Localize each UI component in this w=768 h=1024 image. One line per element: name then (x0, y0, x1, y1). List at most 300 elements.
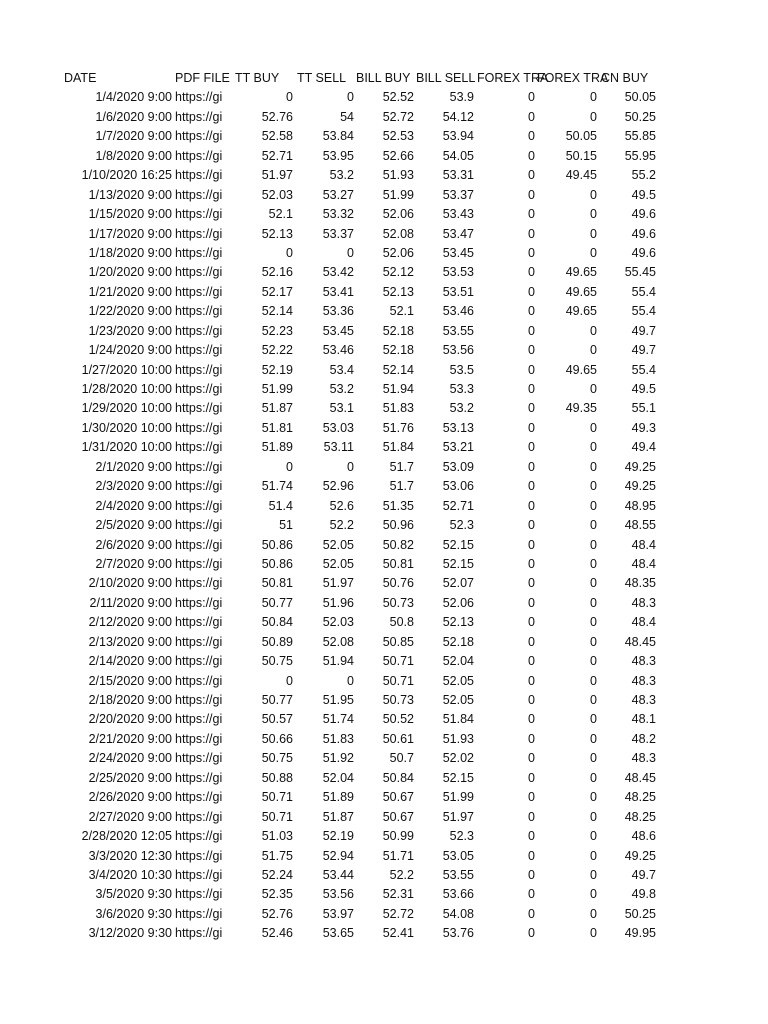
pdf-file-cell[interactable]: https://gi (175, 867, 223, 882)
cn-buy-cell[interactable]: 49.7 (631, 323, 656, 338)
date-cell[interactable]: 2/4/2020 9:00 (95, 498, 172, 513)
tt-buy-cell[interactable]: 52.22 (261, 343, 293, 358)
bill-buy-cell[interactable]: 52.2 (389, 867, 414, 882)
date-cell[interactable]: 1/20/2020 9:00 (88, 265, 172, 280)
tt-sell-cell[interactable]: 53.97 (322, 906, 354, 921)
bill-buy-cell[interactable]: 52.41 (382, 926, 414, 941)
bill-sell-cell[interactable]: 52.07 (442, 576, 474, 591)
date-cell[interactable]: 1/29/2020 10:00 (81, 401, 172, 416)
bill-buy-cell[interactable]: 50.73 (382, 693, 414, 707)
cn-buy-cell[interactable]: 49.5 (631, 187, 656, 202)
forex-tra-1-cell[interactable]: 0 (528, 479, 535, 494)
date-cell[interactable]: 2/24/2020 9:00 (88, 751, 172, 766)
cn-buy-cell[interactable]: 49.3 (631, 420, 656, 435)
header-bill-sell[interactable]: BILL SELL (416, 71, 476, 85)
tt-sell-cell[interactable]: 53.03 (322, 420, 354, 435)
forex-tra-2-cell[interactable]: 49.65 (565, 284, 597, 299)
bill-buy-cell[interactable]: 52.08 (382, 226, 414, 241)
bill-sell-cell[interactable]: 52.3 (449, 829, 474, 844)
date-cell[interactable]: 1/21/2020 9:00 (88, 284, 172, 299)
forex-tra-2-cell[interactable]: 0 (590, 109, 597, 124)
tt-sell-cell[interactable]: 52.19 (322, 829, 354, 844)
forex-tra-2-cell[interactable]: 0 (590, 926, 597, 941)
cn-buy-cell[interactable]: 49.6 (631, 207, 656, 222)
tt-sell-cell[interactable]: 51.89 (322, 790, 354, 805)
cn-buy-cell[interactable]: 48.55 (624, 518, 656, 533)
date-cell[interactable]: 1/15/2020 9:00 (88, 207, 172, 222)
pdf-file-cell[interactable]: https://gi (175, 459, 223, 474)
tt-buy-cell[interactable]: 52.14 (261, 304, 293, 319)
forex-tra-1-cell[interactable]: 0 (528, 187, 535, 202)
forex-tra-2-cell[interactable]: 50.05 (565, 129, 597, 144)
bill-sell-cell[interactable]: 53.46 (442, 304, 474, 319)
bill-sell-cell[interactable]: 54.05 (442, 148, 474, 163)
forex-tra-1-cell[interactable]: 0 (528, 634, 535, 649)
pdf-file-cell[interactable]: https://gi (175, 809, 223, 824)
pdf-file-cell[interactable]: https://gi (175, 790, 223, 805)
forex-tra-2-cell[interactable]: 0 (590, 187, 597, 202)
cn-buy-cell[interactable]: 48.45 (624, 634, 656, 649)
pdf-file-cell[interactable]: https://gi (175, 634, 223, 649)
cn-buy-cell[interactable]: 49.25 (624, 459, 656, 474)
forex-tra-2-cell[interactable]: 0 (590, 829, 597, 844)
cn-buy-cell[interactable]: 49.25 (624, 848, 656, 863)
tt-sell-cell[interactable]: 52.2 (329, 518, 354, 533)
forex-tra-2-cell[interactable]: 0 (590, 343, 597, 358)
cn-buy-cell[interactable]: 48.2 (631, 731, 656, 746)
tt-buy-cell[interactable]: 50.86 (261, 556, 293, 571)
header-tt-buy[interactable]: TT BUY (235, 71, 280, 85)
pdf-file-cell[interactable]: https://gi (175, 148, 223, 163)
tt-sell-cell[interactable]: 52.03 (322, 615, 354, 630)
tt-sell-cell[interactable]: 51.83 (322, 731, 354, 746)
bill-buy-cell[interactable]: 52.14 (382, 362, 414, 377)
forex-tra-1-cell[interactable]: 0 (528, 440, 535, 455)
pdf-file-cell[interactable]: https://gi (175, 829, 223, 844)
forex-tra-2-cell[interactable]: 0 (590, 770, 597, 785)
cn-buy-cell[interactable]: 48.4 (631, 615, 656, 630)
tt-sell-cell[interactable]: 51.96 (322, 595, 354, 610)
pdf-file-cell[interactable]: https://gi (175, 731, 223, 746)
bill-sell-cell[interactable]: 52.05 (442, 693, 474, 707)
date-cell[interactable]: 1/23/2020 9:00 (88, 323, 172, 338)
bill-buy-cell[interactable]: 51.7 (389, 459, 414, 474)
bill-sell-cell[interactable]: 51.97 (442, 809, 474, 824)
bill-sell-cell[interactable]: 53.51 (442, 284, 474, 299)
tt-buy-cell[interactable]: 52.58 (261, 129, 293, 144)
pdf-file-cell[interactable]: https://gi (175, 245, 223, 260)
forex-tra-1-cell[interactable]: 0 (528, 148, 535, 163)
cn-buy-cell[interactable]: 48.1 (631, 712, 656, 727)
forex-tra-1-cell[interactable]: 0 (528, 537, 535, 552)
tt-sell-cell[interactable]: 53.84 (322, 129, 354, 144)
tt-buy-cell[interactable]: 51.87 (261, 401, 293, 416)
forex-tra-2-cell[interactable]: 0 (590, 498, 597, 513)
tt-sell-cell[interactable]: 53.2 (329, 168, 354, 183)
cn-buy-cell[interactable]: 49.95 (624, 926, 656, 941)
tt-sell-cell[interactable]: 51.87 (322, 809, 354, 824)
bill-sell-cell[interactable]: 53.94 (442, 129, 474, 144)
cn-buy-cell[interactable]: 48.3 (631, 595, 656, 610)
forex-tra-1-cell[interactable]: 0 (528, 556, 535, 571)
date-cell[interactable]: 1/27/2020 10:00 (81, 362, 172, 377)
forex-tra-1-cell[interactable]: 0 (528, 751, 535, 766)
bill-sell-cell[interactable]: 53.06 (442, 479, 474, 494)
cn-buy-cell[interactable]: 49.7 (631, 867, 656, 882)
bill-buy-cell[interactable]: 50.82 (382, 537, 414, 552)
bill-buy-cell[interactable]: 52.18 (382, 343, 414, 358)
cn-buy-cell[interactable]: 55.1 (631, 401, 656, 416)
bill-buy-cell[interactable]: 52.66 (382, 148, 414, 163)
tt-buy-cell[interactable]: 0 (286, 245, 293, 260)
bill-buy-cell[interactable]: 52.72 (382, 906, 414, 921)
tt-sell-cell[interactable]: 53.27 (322, 187, 354, 202)
tt-sell-cell[interactable]: 53.56 (322, 887, 354, 902)
tt-buy-cell[interactable]: 51.4 (268, 498, 293, 513)
bill-buy-cell[interactable]: 50.67 (382, 790, 414, 805)
date-cell[interactable]: 1/4/2020 9:00 (95, 90, 172, 105)
cn-buy-cell[interactable]: 55.2 (631, 168, 656, 183)
forex-tra-1-cell[interactable]: 0 (528, 809, 535, 824)
bill-sell-cell[interactable]: 53.05 (442, 848, 474, 863)
cn-buy-cell[interactable]: 49.8 (631, 887, 656, 902)
bill-buy-cell[interactable]: 51.35 (382, 498, 414, 513)
date-cell[interactable]: 1/10/2020 16:25 (81, 168, 172, 183)
pdf-file-cell[interactable]: https://gi (175, 615, 223, 630)
cn-buy-cell[interactable]: 48.3 (631, 751, 656, 766)
bill-buy-cell[interactable]: 51.99 (382, 187, 414, 202)
pdf-file-cell[interactable]: https://gi (175, 168, 223, 183)
tt-buy-cell[interactable]: 50.81 (261, 576, 293, 591)
pdf-file-cell[interactable]: https://gi (175, 323, 223, 338)
tt-buy-cell[interactable]: 51.81 (261, 420, 293, 435)
bill-sell-cell[interactable]: 54.08 (442, 906, 474, 921)
tt-buy-cell[interactable]: 51.74 (261, 479, 293, 494)
tt-sell-cell[interactable]: 53.41 (322, 284, 354, 299)
bill-sell-cell[interactable]: 52.05 (442, 673, 474, 688)
bill-sell-cell[interactable]: 53.21 (442, 440, 474, 455)
forex-tra-2-cell[interactable]: 0 (590, 518, 597, 533)
tt-sell-cell[interactable]: 53.65 (322, 926, 354, 941)
tt-buy-cell[interactable]: 50.86 (261, 537, 293, 552)
date-cell[interactable]: 3/4/2020 10:30 (88, 867, 172, 882)
bill-sell-cell[interactable]: 52.15 (442, 770, 474, 785)
date-cell[interactable]: 2/7/2020 9:00 (95, 556, 172, 571)
tt-buy-cell[interactable]: 0 (286, 459, 293, 474)
forex-tra-1-cell[interactable]: 0 (528, 770, 535, 785)
bill-buy-cell[interactable]: 50.96 (382, 518, 414, 533)
bill-sell-cell[interactable]: 52.06 (442, 595, 474, 610)
tt-sell-cell[interactable]: 53.4 (329, 362, 354, 377)
tt-sell-cell[interactable]: 51.94 (322, 654, 354, 669)
date-cell[interactable]: 2/15/2020 9:00 (88, 673, 172, 688)
forex-tra-1-cell[interactable]: 0 (528, 459, 535, 474)
date-cell[interactable]: 2/26/2020 9:00 (88, 790, 172, 805)
tt-sell-cell[interactable]: 53.2 (329, 382, 354, 396)
forex-tra-1-cell[interactable]: 0 (528, 576, 535, 591)
bill-buy-cell[interactable]: 50.84 (382, 770, 414, 785)
bill-sell-cell[interactable]: 51.99 (442, 790, 474, 805)
bill-sell-cell[interactable]: 54.12 (442, 109, 474, 124)
tt-sell-cell[interactable]: 53.36 (322, 304, 354, 319)
forex-tra-1-cell[interactable]: 0 (528, 518, 535, 533)
forex-tra-1-cell[interactable]: 0 (528, 829, 535, 844)
date-cell[interactable]: 3/5/2020 9:30 (95, 887, 172, 902)
pdf-file-cell[interactable]: https://gi (175, 693, 223, 707)
tt-sell-cell[interactable]: 51.74 (322, 712, 354, 727)
forex-tra-2-cell[interactable]: 0 (590, 790, 597, 805)
forex-tra-1-cell[interactable]: 0 (528, 654, 535, 669)
pdf-file-cell[interactable]: https://gi (175, 187, 223, 202)
bill-buy-cell[interactable]: 51.94 (382, 382, 414, 396)
forex-tra-1-cell[interactable]: 0 (528, 712, 535, 727)
tt-sell-cell[interactable]: 52.6 (329, 498, 354, 513)
bill-sell-cell[interactable]: 53.5 (449, 362, 474, 377)
forex-tra-2-cell[interactable]: 0 (590, 479, 597, 494)
header-tt-sell[interactable]: TT SELL (297, 71, 347, 85)
forex-tra-1-cell[interactable]: 0 (528, 382, 535, 396)
forex-tra-1-cell[interactable]: 0 (528, 362, 535, 377)
pdf-file-cell[interactable]: https://gi (175, 770, 223, 785)
bill-buy-cell[interactable]: 51.71 (382, 848, 414, 863)
bill-buy-cell[interactable]: 52.31 (382, 887, 414, 902)
cn-buy-cell[interactable]: 48.4 (631, 537, 656, 552)
forex-tra-2-cell[interactable]: 0 (590, 90, 597, 105)
tt-buy-cell[interactable]: 0 (286, 673, 293, 688)
forex-tra-2-cell[interactable]: 0 (590, 595, 597, 610)
tt-buy-cell[interactable]: 52.13 (261, 226, 293, 241)
date-cell[interactable]: 3/6/2020 9:30 (95, 906, 172, 921)
pdf-file-cell[interactable]: https://gi (175, 926, 223, 941)
forex-tra-2-cell[interactable]: 0 (590, 382, 597, 396)
forex-tra-1-cell[interactable]: 0 (528, 673, 535, 688)
tt-buy-cell[interactable]: 50.88 (261, 770, 293, 785)
date-cell[interactable]: 3/3/2020 12:30 (88, 848, 172, 863)
pdf-file-cell[interactable]: https://gi (175, 207, 223, 222)
date-cell[interactable]: 2/6/2020 9:00 (95, 537, 172, 552)
bill-buy-cell[interactable]: 52.1 (389, 304, 414, 319)
date-cell[interactable]: 2/20/2020 9:00 (88, 712, 172, 727)
tt-buy-cell[interactable]: 52.46 (261, 926, 293, 941)
bill-buy-cell[interactable]: 50.99 (382, 829, 414, 844)
pdf-file-cell[interactable]: https://gi (175, 556, 223, 571)
bill-sell-cell[interactable]: 52.3 (449, 518, 474, 533)
bill-buy-cell[interactable]: 50.52 (382, 712, 414, 727)
tt-buy-cell[interactable]: 50.84 (261, 615, 293, 630)
tt-buy-cell[interactable]: 50.57 (261, 712, 293, 727)
tt-buy-cell[interactable]: 51.99 (261, 382, 293, 396)
pdf-file-cell[interactable]: https://gi (175, 887, 223, 902)
tt-sell-cell[interactable]: 52.04 (322, 770, 354, 785)
bill-buy-cell[interactable]: 50.85 (382, 634, 414, 649)
tt-buy-cell[interactable]: 50.77 (261, 595, 293, 610)
tt-buy-cell[interactable]: 50.71 (261, 790, 293, 805)
tt-sell-cell[interactable]: 54 (340, 109, 354, 124)
header-forex-tra-1[interactable]: FOREX TRA (477, 71, 549, 85)
bill-sell-cell[interactable]: 53.3 (449, 382, 474, 396)
date-cell[interactable]: 1/30/2020 10:00 (81, 420, 172, 435)
forex-tra-2-cell[interactable]: 0 (590, 906, 597, 921)
bill-buy-cell[interactable]: 50.61 (382, 731, 414, 746)
date-cell[interactable]: 2/25/2020 9:00 (88, 770, 172, 785)
date-cell[interactable]: 2/5/2020 9:00 (95, 518, 172, 533)
pdf-file-cell[interactable]: https://gi (175, 343, 223, 358)
pdf-file-cell[interactable]: https://gi (175, 440, 223, 455)
cn-buy-cell[interactable]: 50.05 (624, 90, 656, 105)
cn-buy-cell[interactable]: 55.4 (631, 362, 656, 377)
forex-tra-1-cell[interactable]: 0 (528, 906, 535, 921)
bill-buy-cell[interactable]: 50.7 (389, 751, 414, 766)
date-cell[interactable]: 1/6/2020 9:00 (95, 109, 172, 124)
pdf-file-cell[interactable]: https://gi (175, 382, 223, 396)
date-cell[interactable]: 1/8/2020 9:00 (95, 148, 172, 163)
tt-sell-cell[interactable]: 52.05 (322, 556, 354, 571)
pdf-file-cell[interactable]: https://gi (175, 673, 223, 688)
pdf-file-cell[interactable]: https://gi (175, 906, 223, 921)
pdf-file-cell[interactable]: https://gi (175, 420, 223, 435)
forex-tra-2-cell[interactable]: 0 (590, 226, 597, 241)
forex-tra-2-cell[interactable]: 0 (590, 556, 597, 571)
forex-tra-1-cell[interactable]: 0 (528, 401, 535, 416)
date-cell[interactable]: 1/17/2020 9:00 (88, 226, 172, 241)
pdf-file-cell[interactable]: https://gi (175, 537, 223, 552)
date-cell[interactable]: 1/18/2020 9:00 (88, 245, 172, 260)
forex-tra-1-cell[interactable]: 0 (528, 731, 535, 746)
cn-buy-cell[interactable]: 49.25 (624, 479, 656, 494)
pdf-file-cell[interactable]: https://gi (175, 109, 223, 124)
bill-buy-cell[interactable]: 51.84 (382, 440, 414, 455)
forex-tra-1-cell[interactable]: 0 (528, 90, 535, 105)
forex-tra-2-cell[interactable]: 0 (590, 634, 597, 649)
tt-buy-cell[interactable]: 50.71 (261, 809, 293, 824)
cn-buy-cell[interactable]: 49.7 (631, 343, 656, 358)
bill-sell-cell[interactable]: 52.15 (442, 537, 474, 552)
forex-tra-2-cell[interactable]: 0 (590, 712, 597, 727)
bill-buy-cell[interactable]: 52.72 (382, 109, 414, 124)
cn-buy-cell[interactable]: 48.4 (631, 556, 656, 571)
forex-tra-2-cell[interactable]: 0 (590, 576, 597, 591)
tt-sell-cell[interactable]: 53.42 (322, 265, 354, 280)
cn-buy-cell[interactable]: 55.4 (631, 284, 656, 299)
bill-sell-cell[interactable]: 53.55 (442, 323, 474, 338)
tt-buy-cell[interactable]: 52.1 (268, 207, 293, 222)
tt-sell-cell[interactable]: 52.05 (322, 537, 354, 552)
cn-buy-cell[interactable]: 49.6 (631, 226, 656, 241)
pdf-file-cell[interactable]: https://gi (175, 498, 223, 513)
tt-buy-cell[interactable]: 52.71 (261, 148, 293, 163)
tt-buy-cell[interactable]: 50.89 (261, 634, 293, 649)
bill-sell-cell[interactable]: 53.9 (449, 90, 474, 105)
bill-sell-cell[interactable]: 53.76 (442, 926, 474, 941)
cn-buy-cell[interactable]: 48.3 (631, 673, 656, 688)
pdf-file-cell[interactable]: https://gi (175, 479, 223, 494)
forex-tra-1-cell[interactable]: 0 (528, 226, 535, 241)
forex-tra-2-cell[interactable]: 0 (590, 751, 597, 766)
tt-sell-cell[interactable]: 0 (347, 673, 354, 688)
bill-sell-cell[interactable]: 52.04 (442, 654, 474, 669)
forex-tra-2-cell[interactable]: 49.65 (565, 304, 597, 319)
cn-buy-cell[interactable]: 48.35 (624, 576, 656, 591)
forex-tra-2-cell[interactable]: 0 (590, 654, 597, 669)
cn-buy-cell[interactable]: 49.6 (631, 245, 656, 260)
pdf-file-cell[interactable]: https://gi (175, 518, 223, 533)
forex-tra-1-cell[interactable]: 0 (528, 420, 535, 435)
pdf-file-cell[interactable]: https://gi (175, 90, 223, 105)
bill-sell-cell[interactable]: 53.37 (442, 187, 474, 202)
date-cell[interactable]: 2/3/2020 9:00 (95, 479, 172, 494)
tt-sell-cell[interactable]: 0 (347, 459, 354, 474)
forex-tra-2-cell[interactable]: 0 (590, 693, 597, 707)
forex-tra-2-cell[interactable]: 0 (590, 537, 597, 552)
cn-buy-cell[interactable]: 48.25 (624, 790, 656, 805)
tt-sell-cell[interactable]: 53.45 (322, 323, 354, 338)
forex-tra-2-cell[interactable]: 0 (590, 245, 597, 260)
date-cell[interactable]: 2/14/2020 9:00 (88, 654, 172, 669)
date-cell[interactable]: 1/7/2020 9:00 (95, 129, 172, 144)
bill-sell-cell[interactable]: 53.31 (442, 168, 474, 183)
tt-buy-cell[interactable]: 0 (286, 90, 293, 105)
forex-tra-2-cell[interactable]: 0 (590, 323, 597, 338)
pdf-file-cell[interactable]: https://gi (175, 226, 223, 241)
tt-sell-cell[interactable]: 53.37 (322, 226, 354, 241)
bill-buy-cell[interactable]: 50.67 (382, 809, 414, 824)
tt-buy-cell[interactable]: 51.89 (261, 440, 293, 455)
tt-buy-cell[interactable]: 50.75 (261, 751, 293, 766)
tt-sell-cell[interactable]: 52.08 (322, 634, 354, 649)
tt-sell-cell[interactable]: 0 (347, 90, 354, 105)
cn-buy-cell[interactable]: 48.45 (624, 770, 656, 785)
pdf-file-cell[interactable]: https://gi (175, 654, 223, 669)
bill-sell-cell[interactable]: 53.56 (442, 343, 474, 358)
tt-sell-cell[interactable]: 51.97 (322, 576, 354, 591)
cn-buy-cell[interactable]: 48.6 (631, 829, 656, 844)
pdf-file-cell[interactable]: https://gi (175, 304, 223, 319)
bill-sell-cell[interactable]: 52.02 (442, 751, 474, 766)
bill-sell-cell[interactable]: 52.71 (442, 498, 474, 513)
forex-tra-2-cell[interactable]: 0 (590, 867, 597, 882)
tt-sell-cell[interactable]: 52.94 (322, 848, 354, 863)
bill-buy-cell[interactable]: 51.83 (382, 401, 414, 416)
forex-tra-1-cell[interactable]: 0 (528, 595, 535, 610)
cn-buy-cell[interactable]: 49.5 (631, 382, 656, 396)
forex-tra-2-cell[interactable]: 49.65 (565, 265, 597, 280)
bill-sell-cell[interactable]: 52.13 (442, 615, 474, 630)
bill-buy-cell[interactable]: 52.53 (382, 129, 414, 144)
bill-buy-cell[interactable]: 51.76 (382, 420, 414, 435)
bill-sell-cell[interactable]: 51.84 (442, 712, 474, 727)
forex-tra-1-cell[interactable]: 0 (528, 848, 535, 863)
header-cn-buy[interactable]: CN BUY (601, 71, 649, 85)
header-bill-buy[interactable]: BILL BUY (356, 71, 411, 85)
date-cell[interactable]: 2/11/2020 9:00 (89, 595, 172, 610)
tt-buy-cell[interactable]: 51.03 (261, 829, 293, 844)
pdf-file-cell[interactable]: https://gi (175, 712, 223, 727)
pdf-file-cell[interactable]: https://gi (175, 284, 223, 299)
tt-buy-cell[interactable]: 52.17 (261, 284, 293, 299)
forex-tra-2-cell[interactable]: 0 (590, 459, 597, 474)
bill-sell-cell[interactable]: 53.09 (442, 459, 474, 474)
bill-sell-cell[interactable]: 53.45 (442, 245, 474, 260)
forex-tra-2-cell[interactable]: 49.45 (565, 168, 597, 183)
cn-buy-cell[interactable]: 55.45 (624, 265, 656, 280)
forex-tra-1-cell[interactable]: 0 (528, 323, 535, 338)
forex-tra-2-cell[interactable]: 0 (590, 887, 597, 902)
tt-buy-cell[interactable]: 52.16 (261, 265, 293, 280)
date-cell[interactable]: 2/10/2020 9:00 (88, 576, 172, 591)
bill-sell-cell[interactable]: 53.55 (442, 867, 474, 882)
tt-sell-cell[interactable]: 53.95 (322, 148, 354, 163)
bill-buy-cell[interactable]: 52.13 (382, 284, 414, 299)
